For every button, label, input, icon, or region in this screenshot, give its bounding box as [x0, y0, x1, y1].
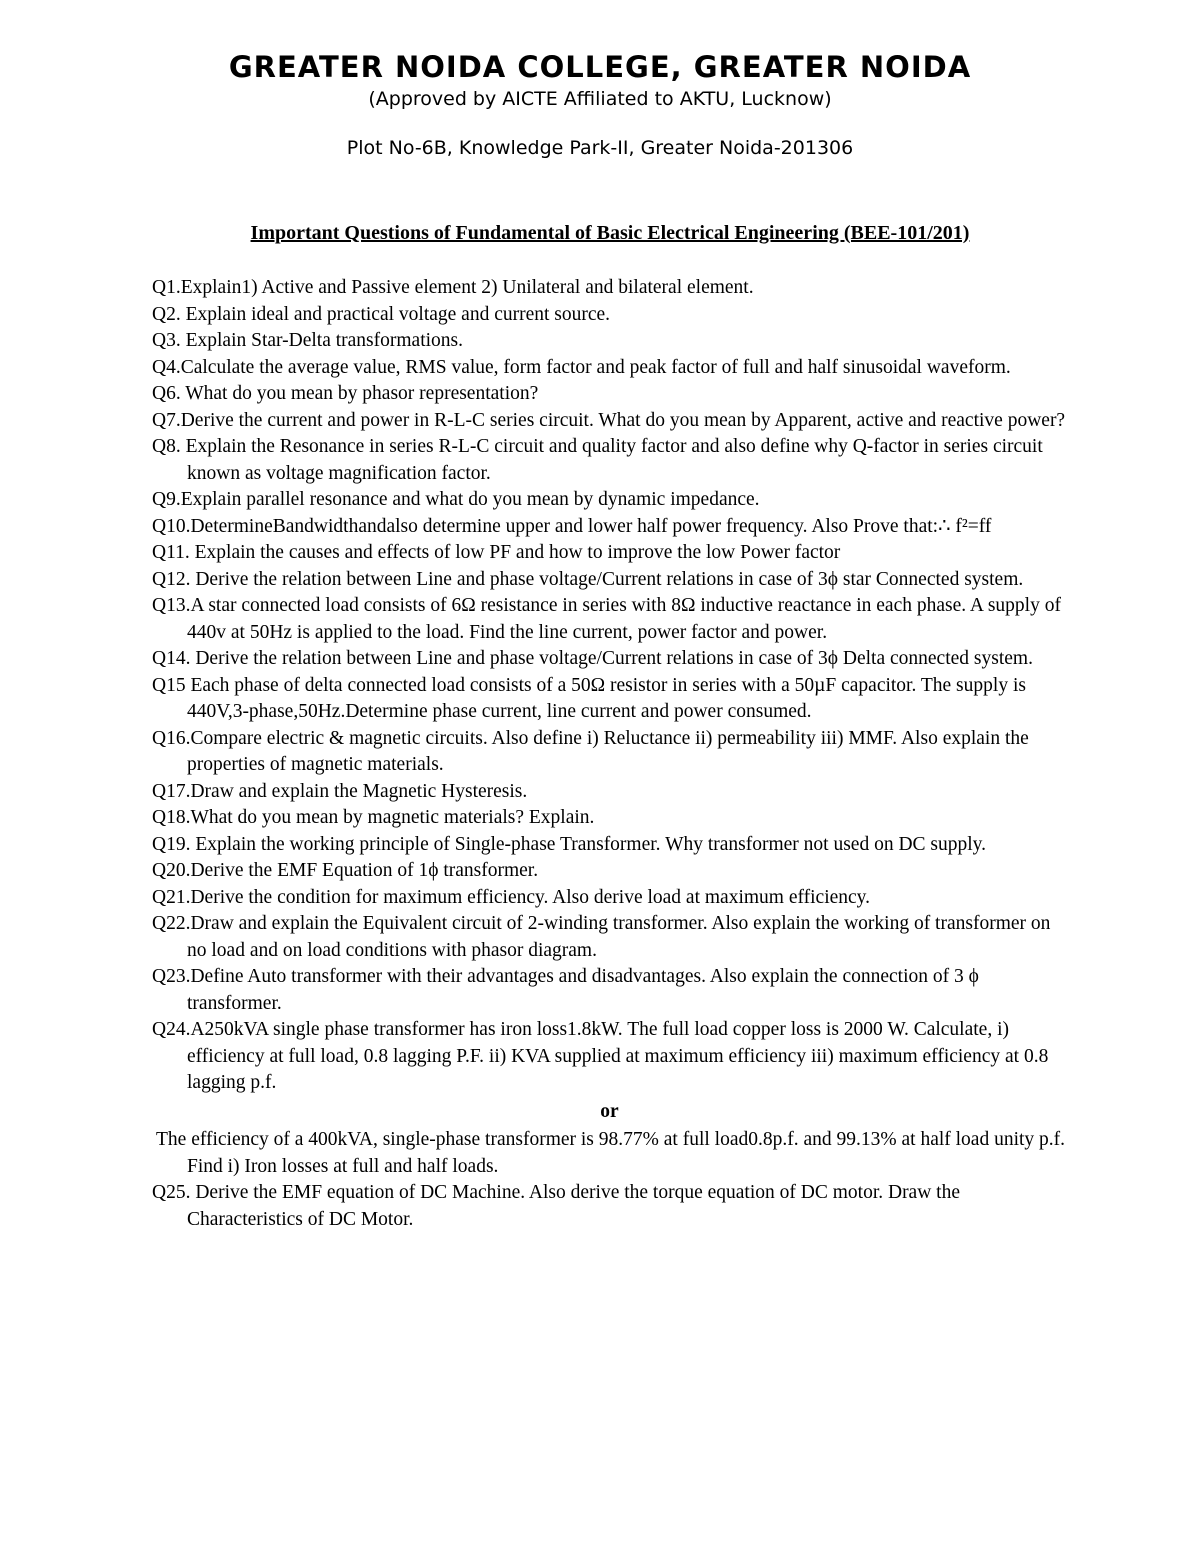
question-item: Q14. Derive the relation between Line and phase voltage/Current relations in case of 3ϕ Delta connected system.	[152, 648, 1033, 669]
question-item: Q18.What do you mean by magnetic materials? Explain.	[152, 807, 595, 828]
question-item: Q19. Explain the working principle of Single-phase Transformer. Why transformer not used on DC supply.	[152, 833, 987, 855]
question-item: Q20.Derive the EMF Equation of 1ϕ transformer.	[152, 860, 539, 881]
question-item: Q9.Explain parallel resonance and what do you mean by dynamic impedance.	[152, 489, 760, 510]
question-item: Q4.Calculate the average value, RMS value, form factor and peak factor of full and half sinusoidal waveform.	[152, 356, 1011, 378]
approval-line: (Approved by AICTE Affiliated to AKTU, Lucknow)	[368, 88, 832, 110]
alternate-question: The efficiency of a 400kVA, single-phase transformer is 98.77% at full load0.8p.f. and 99.13% at half load unity p.f. Find i) Iron losses at full and half loads.	[156, 1129, 1066, 1177]
question-item: Q15 Each phase of delta connected load consists of a 50Ω resistor in series with a 50µF capacitor. The supply is 440V,3-phase,50Hz.Determine phase current, line current and power consumed.	[152, 674, 1026, 722]
college-address: Plot No-6B, Knowledge Park-II, Greater Noida-201306	[346, 137, 854, 159]
question-item: Q3. Explain Star-Delta transformations.	[152, 330, 463, 351]
question-item: Q2. Explain ideal and practical voltage and current source.	[152, 303, 611, 325]
college-name: GREATER NOIDA COLLEGE, GREATER NOIDA	[228, 50, 972, 84]
question-item: Q23.Define Auto transformer with their advantages and disadvantages. Also explain the connection of 3 ϕ transformer.	[152, 966, 979, 1014]
or-separator: or	[600, 1100, 619, 1122]
question-item: Q11. Explain the causes and effects of low PF and how to improve the low Power factor	[152, 542, 841, 563]
question-item: Q12. Derive the relation between Line and phase voltage/Current relations in case of 3ϕ star Connected system.	[152, 568, 1024, 590]
question-item: Q6. What do you mean by phasor representation?	[152, 383, 539, 404]
question-item: Q16.Compare electric & magnetic circuits. Also define i) Reluctance ii) permeability iii) MMF. Also explain the properties of magnetic materials.	[152, 727, 1029, 775]
question-item: Q17.Draw and explain the Magnetic Hysteresis.	[152, 780, 528, 802]
question-item: Q7.Derive the current and power in R-L-C series circuit. What do you mean by Apparent, active and reactive power?	[152, 409, 1066, 431]
question-list	[152, 275, 1067, 1233]
question-item: Q1.Explain1) Active and Passive element 2) Unilateral and bilateral element.	[152, 277, 754, 298]
question-item: Q8. Explain the Resonance in series R-L-C circuit and quality factor and also define why Q-factor in series circuit known as voltage magnification factor.	[152, 436, 1043, 484]
question-item: Q10.DetermineBandwidthandalso determine upper and lower half power frequency. Also Prove that:∴ f²=ff	[152, 515, 992, 537]
question-item: Q13.A star connected load consists of 6Ω resistance in series with 8Ω inductive reactance in each phase. A supply of 440v at 50Hz is applied to the load. Find the line current, power factor and power.	[152, 595, 1061, 643]
question-item: Q21.Derive the condition for maximum efficiency. Also derive load at maximum efficiency.	[152, 886, 871, 908]
document-heading: Important Questions of Fundamental of Basic Electrical Engineering (BEE-101/201)	[250, 222, 970, 244]
question-item: Q25. Derive the EMF equation of DC Machine. Also derive the torque equation of DC motor. Draw the Characteristics of DC Motor.	[152, 1182, 960, 1230]
question-item: Q22.Draw and explain the Equivalent circuit of 2-winding transformer. Also explain the working of transformer on no load and on load conditions with phasor diagram.	[152, 913, 1051, 961]
question-item: Q24.A250kVA single phase transformer has iron loss1.8kW. The full load copper loss is 2000 W. Calculate, i) efficiency at full load, 0.8 lagging P.F. ii) KVA supplied at maximum efficiency iii) maximum efficiency at 0.8 lagging p.f.	[152, 1019, 1049, 1093]
